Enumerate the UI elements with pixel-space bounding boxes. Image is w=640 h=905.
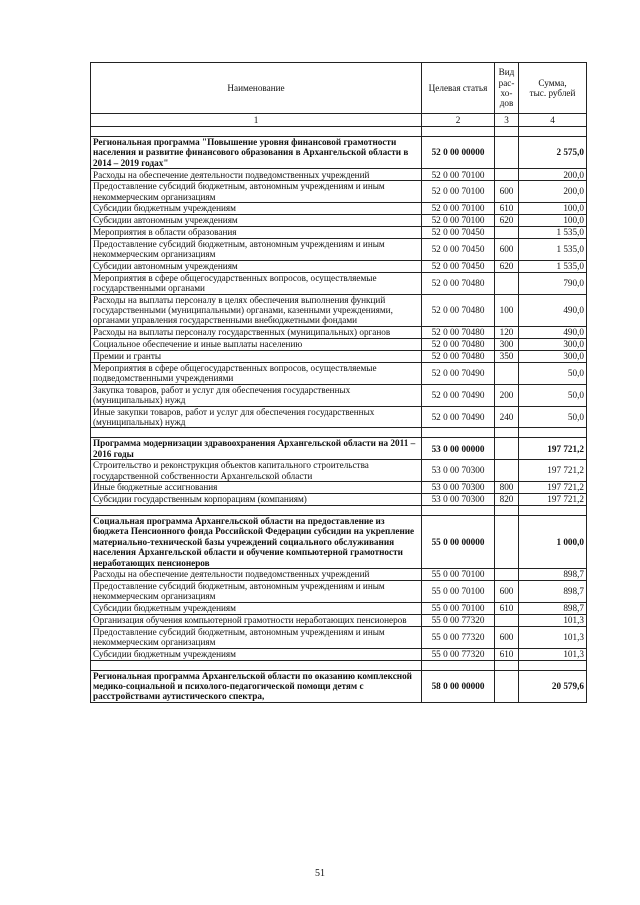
sum-cell: 490,0: [519, 326, 587, 338]
code-cell: 53 0 00 70300: [422, 481, 495, 493]
spacer-cell: [91, 660, 422, 670]
sum-cell: 200,0: [519, 181, 587, 203]
table-row: [91, 493, 587, 505]
spacer-cell: [495, 127, 519, 137]
column-number: 3: [495, 114, 519, 127]
name-cell: Субсидии государственным корпорациям (компаниям): [91, 493, 422, 505]
name-cell: Мероприятия в сфере общегосударственных вопросов, осуществляемые подведомственными учреждениями: [91, 362, 422, 384]
table-row: [91, 406, 587, 428]
sum-cell: 490,0: [519, 294, 587, 326]
vid-cell: [495, 614, 519, 626]
vid-cell: 620: [495, 215, 519, 227]
code-cell: 52 0 00 70100: [422, 203, 495, 215]
header-sum-line: тыс. рублей: [529, 88, 576, 98]
sum-cell: 898,7: [519, 580, 587, 602]
spacer-row: [91, 660, 587, 670]
vid-cell: [495, 568, 519, 580]
table-row: [91, 580, 587, 602]
spacer-row: [91, 505, 587, 515]
name-cell: Мероприятия в сфере общегосударственных вопросов, осуществляемые государственными органами: [91, 272, 422, 294]
code-cell: 52 0 00 70450: [422, 239, 495, 261]
code-cell: 52 0 00 70100: [422, 215, 495, 227]
sum-cell: 197 721,2: [519, 481, 587, 493]
vid-cell: 600: [495, 239, 519, 261]
table-row: [91, 648, 587, 660]
column-number: 4: [519, 114, 587, 127]
spacer-cell: [91, 428, 422, 438]
spacer-cell: [422, 127, 495, 137]
vid-cell: 600: [495, 626, 519, 648]
name-cell: Региональная программа Архангельской области по оказанию комплексной медико-социальной и психолого-педагогической помощи детям с расстройствами аутистического спектра,: [91, 670, 422, 702]
vid-cell: [495, 670, 519, 702]
spacer-cell: [495, 505, 519, 515]
vid-cell: 600: [495, 181, 519, 203]
sum-cell: 101,3: [519, 648, 587, 660]
code-cell: 52 0 00 70100: [422, 169, 495, 181]
sum-cell: 197 721,2: [519, 493, 587, 505]
sum-cell: 100,0: [519, 203, 587, 215]
code-cell: 55 0 00 70100: [422, 580, 495, 602]
table-row: [91, 260, 587, 272]
code-cell: 58 0 00 00000: [422, 670, 495, 702]
name-cell: Иные бюджетные ассигнования: [91, 481, 422, 493]
code-cell: 55 0 00 77320: [422, 626, 495, 648]
spacer-row: [91, 127, 587, 137]
code-cell: 52 0 00 70490: [422, 362, 495, 384]
name-cell: Предоставление субсидий бюджетным, автономным учреждениям и иным некоммерческим организациям: [91, 626, 422, 648]
name-cell: Премии и гранты: [91, 350, 422, 362]
header-vid-line: хо-: [500, 88, 513, 98]
table-row: [91, 338, 587, 350]
sum-cell: 898,7: [519, 602, 587, 614]
vid-cell: 610: [495, 648, 519, 660]
code-cell: 55 0 00 00000: [422, 515, 495, 568]
code-cell: 53 0 00 00000: [422, 438, 495, 460]
vid-cell: [495, 227, 519, 239]
spacer-cell: [495, 660, 519, 670]
table-row: [91, 626, 587, 648]
vid-cell: [495, 362, 519, 384]
header-vid-line: дов: [499, 98, 514, 109]
vid-cell: 100: [495, 294, 519, 326]
code-cell: 52 0 00 70480: [422, 326, 495, 338]
code-cell: 52 0 00 70450: [422, 227, 495, 239]
vid-cell: [495, 460, 519, 482]
name-cell: Расходы на обеспечение деятельности подведомственных учреждений: [91, 169, 422, 181]
code-cell: 53 0 00 70300: [422, 460, 495, 482]
table-row: [91, 203, 587, 215]
spacer-cell: [422, 660, 495, 670]
spacer-cell: [519, 660, 587, 670]
column-number: 2: [422, 114, 495, 127]
table-row: [91, 181, 587, 203]
vid-cell: 240: [495, 406, 519, 428]
code-cell: 55 0 00 77320: [422, 614, 495, 626]
vid-cell: 820: [495, 493, 519, 505]
table-row: [91, 215, 587, 227]
sum-cell: 20 579,6: [519, 670, 587, 702]
name-cell: Субсидии автономным учреждениям: [91, 260, 422, 272]
sum-cell: 50,0: [519, 362, 587, 384]
code-cell: 55 0 00 70100: [422, 602, 495, 614]
table-row: [91, 239, 587, 261]
name-cell: Региональная программа "Повышение уровня финансовой грамотности населения и развитие финансового образования в Архангельской области в 2014 – 2019 годах": [91, 137, 422, 169]
name-cell: Социальная программа Архангельской области на предоставление из бюджета Пенсионного фонда Российской Федерации субсидии на укрепление материально-технической базы учреждений социального обслуживания населения Архангельской области и обучение компьютерной грамотности неработающих пенсионеров: [91, 515, 422, 568]
name-cell: Строительство и реконструкция объектов капитального строительства государственной собственности Архангельской области: [91, 460, 422, 482]
code-cell: 55 0 00 77320: [422, 648, 495, 660]
vid-cell: [495, 438, 519, 460]
budget-table: [90, 62, 587, 703]
program-row: [91, 515, 587, 568]
sum-cell: 300,0: [519, 350, 587, 362]
sum-cell: 100,0: [519, 215, 587, 227]
spacer-cell: [495, 428, 519, 438]
header-vid: [495, 63, 519, 114]
column-number-row: [91, 114, 587, 127]
program-row: [91, 137, 587, 169]
page-number: 51: [315, 868, 325, 879]
table-row: [91, 568, 587, 580]
spacer-cell: [519, 127, 587, 137]
sum-cell: 790,0: [519, 272, 587, 294]
sum-cell: 101,3: [519, 614, 587, 626]
program-row: [91, 438, 587, 460]
spacer-row: [91, 428, 587, 438]
vid-cell: 300: [495, 338, 519, 350]
column-number: 1: [91, 114, 422, 127]
vid-cell: [495, 272, 519, 294]
table-row: [91, 602, 587, 614]
vid-cell: 800: [495, 481, 519, 493]
name-cell: Субсидии бюджетным учреждениям: [91, 203, 422, 215]
budget-table-sheet: [90, 62, 586, 703]
sum-cell: 101,3: [519, 626, 587, 648]
name-cell: Предоставление субсидий бюджетным, автономным учреждениям и иным некоммерческим организациям: [91, 181, 422, 203]
name-cell: Иные закупки товаров, работ и услуг для обеспечения государственных (муниципальных) нужд: [91, 406, 422, 428]
name-cell: Социальное обеспечение и иные выплаты населению: [91, 338, 422, 350]
sum-cell: 197 721,2: [519, 460, 587, 482]
table-row: [91, 614, 587, 626]
header-vid-line: рас-: [498, 77, 515, 88]
table-row: [91, 362, 587, 384]
spacer-cell: [91, 505, 422, 515]
table-header-row: [91, 63, 587, 114]
header-name: Наименование: [91, 63, 422, 114]
name-cell: Расходы на обеспечение деятельности подведомственных учреждений: [91, 568, 422, 580]
spacer-cell: [91, 127, 422, 137]
sum-cell: 2 575,0: [519, 137, 587, 169]
table-body: [91, 127, 587, 703]
sum-cell: 50,0: [519, 406, 587, 428]
name-cell: Организация обучения компьютерной грамотности неработающих пенсионеров: [91, 614, 422, 626]
name-cell: Расходы на выплаты персоналу в целях обеспечения выполнения функций государственными (муниципальными) органами, казенными учреждениями, органами управления государственными внебюджетными фондами: [91, 294, 422, 326]
table-row: [91, 460, 587, 482]
code-cell: 52 0 00 70490: [422, 384, 495, 406]
program-row: [91, 670, 587, 702]
code-cell: 52 0 00 70480: [422, 272, 495, 294]
table-row: [91, 272, 587, 294]
name-cell: Субсидии бюджетным учреждениям: [91, 602, 422, 614]
name-cell: Мероприятия в области образования: [91, 227, 422, 239]
code-cell: 52 0 00 70100: [422, 181, 495, 203]
name-cell: Расходы на выплаты персоналу государственных (муниципальных) органов: [91, 326, 422, 338]
spacer-cell: [519, 428, 587, 438]
name-cell: Субсидии автономным учреждениям: [91, 215, 422, 227]
vid-cell: [495, 169, 519, 181]
table-row: [91, 326, 587, 338]
sum-cell: 300,0: [519, 338, 587, 350]
code-cell: 52 0 00 00000: [422, 137, 495, 169]
name-cell: Программа модернизации здравоохранения Архангельской области на 2011 – 2016 годы: [91, 438, 422, 460]
name-cell: Субсидии бюджетным учреждениям: [91, 648, 422, 660]
header-sum: [519, 63, 587, 114]
sum-cell: 1 000,0: [519, 515, 587, 568]
sum-cell: 1 535,0: [519, 260, 587, 272]
sum-cell: 197 721,2: [519, 438, 587, 460]
spacer-cell: [422, 505, 495, 515]
vid-cell: 610: [495, 602, 519, 614]
name-cell: Закупка товаров, работ и услуг для обеспечения государственных (муниципальных) нужд: [91, 384, 422, 406]
vid-cell: [495, 137, 519, 169]
code-cell: 52 0 00 70480: [422, 338, 495, 350]
code-cell: 53 0 00 70300: [422, 493, 495, 505]
spacer-cell: [519, 505, 587, 515]
header-sum-line: Сумма,: [538, 77, 567, 88]
header-code: Целевая статья: [422, 63, 495, 114]
vid-cell: 610: [495, 203, 519, 215]
sum-cell: 200,0: [519, 169, 587, 181]
code-cell: 52 0 00 70480: [422, 294, 495, 326]
table-row: [91, 481, 587, 493]
vid-cell: 120: [495, 326, 519, 338]
vid-cell: [495, 515, 519, 568]
code-cell: 55 0 00 70100: [422, 568, 495, 580]
sum-cell: 1 535,0: [519, 239, 587, 261]
spacer-cell: [422, 428, 495, 438]
vid-cell: 620: [495, 260, 519, 272]
table-row: [91, 294, 587, 326]
sum-cell: 898,7: [519, 568, 587, 580]
name-cell: Предоставление субсидий бюджетным, автономным учреждениям и иным некоммерческим организациям: [91, 580, 422, 602]
vid-cell: 200: [495, 384, 519, 406]
name-cell: Предоставление субсидий бюджетным, автономным учреждениям и иным некоммерческим организациям: [91, 239, 422, 261]
sum-cell: 50,0: [519, 384, 587, 406]
table-row: [91, 384, 587, 406]
table-row: [91, 227, 587, 239]
code-cell: 52 0 00 70480: [422, 350, 495, 362]
table-row: [91, 350, 587, 362]
vid-cell: 350: [495, 350, 519, 362]
table-row: [91, 169, 587, 181]
code-cell: 52 0 00 70490: [422, 406, 495, 428]
code-cell: 52 0 00 70450: [422, 260, 495, 272]
vid-cell: 600: [495, 580, 519, 602]
sum-cell: 1 535,0: [519, 227, 587, 239]
header-vid-line: Вид: [498, 67, 515, 78]
